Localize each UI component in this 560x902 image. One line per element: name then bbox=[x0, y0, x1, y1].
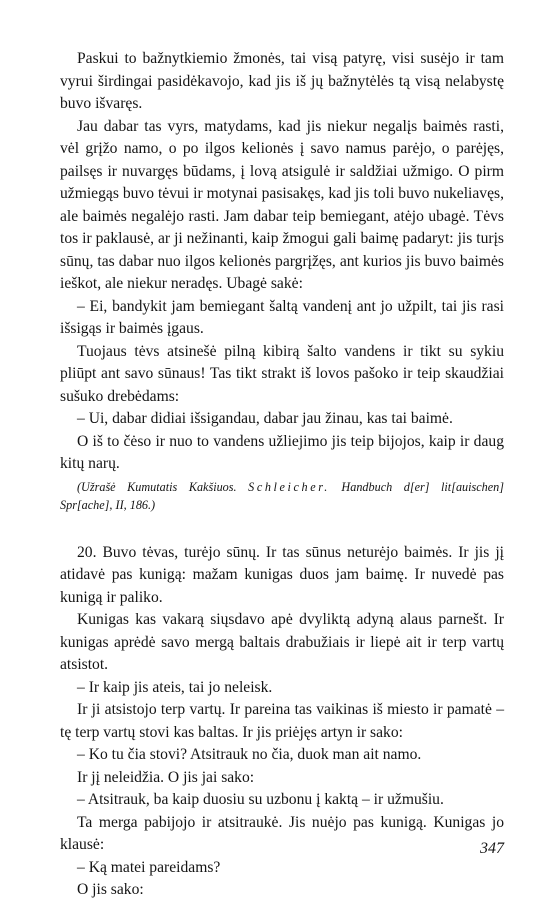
page-number: 347 bbox=[480, 840, 504, 857]
source-note-before: (Užrašė Kumutatis Kakšiuos. bbox=[77, 479, 237, 494]
paragraph: Tuojaus tėvs atsinešė pilną kibirą šalto vandens ir tikt su sykiu pliūpt ant savo sūnaus! Tas tikt strakt iš lovos pašoko ir teip skaudžiai sušuko drebėdams: bbox=[60, 342, 504, 405]
source-note bbox=[60, 478, 504, 515]
paragraph: 20. Buvo tėvas, turėjo sūnų. Ir tas sūnus neturėjo baimės. Ir jis jį atidavė pas kunigą: mažam kunigas duos jam baimę. Ir nuvedė pas kunigą ir paliko. bbox=[60, 543, 504, 606]
paragraph: O iš to čėso ir nuo to vandens užliejimo jis teip bijojos, kaip ir daug kitų narų. bbox=[60, 432, 504, 472]
paragraph: O jis sako: bbox=[77, 881, 144, 898]
paragraph: Paskui to bažnytkiemio žmonės, tai visą patyrę, visi susėjo ir tam vyrui širdingai pasidėkavojo, kad jis iš jų bažnytėlės tą visą nelabystę buvo išvaręs. bbox=[60, 50, 504, 112]
paragraph: Ta merga pabijojo ir atsitraukė. Jis nuėjo pas kunigą. Kunigas jo klausė: bbox=[60, 813, 504, 853]
source-note-after: Handbuch d[er] lit[auischen] Spr[ache], II, 186.) bbox=[60, 479, 505, 512]
paragraph: Kunigas kas vakarą siųsdavo apė dvyliktą adyną alaus parnešt. Ir kunigas aprėdė savo mergą baltais drabužiais ir liepė ait ir terp vartų atsistot. bbox=[60, 611, 504, 673]
paragraph: – Ir kaip jis ateis, tai jo neleisk. bbox=[77, 678, 273, 696]
paragraph: – Ką matei pareidams? bbox=[77, 858, 221, 876]
paragraph: Ir ji atsistojo terp vartų. Ir pareina tas vaikinas iš miesto ir pamatė – tę terp vartų stovi kas baltas. Ir jis priėjęs artyn ir sako: bbox=[60, 701, 504, 741]
section-gap bbox=[60, 515, 504, 542]
paragraph: – Atsitrauk, ba kaip duosiu su uzbonu į kaktą – ir užmušiu. bbox=[77, 791, 444, 808]
paragraph: Jau dabar tas vyrs, matydams, kad jis niekur negalįs baimės rasti, vėl grįžo namo, o po ilgos kelionės į savo namus parėjo, o parėjęs, pailsęs ir nuvargęs būdams, į lovą atsigulė ir saldžiai užmigo. O pirm užmiegąs buvo tėvui ir motynai pasisakęs, kad jis toli buvo nukeliavęs, ale baimės negalėjo rasti. Jam dabar teip bemiegant, atėjo ubagė. Tėvs tos ir paklausė, ar ji nežinanti, kaip žmogui gali baimę padaryt: jis turįs sūnų, tas dabar nuo ilgos kelionės pargrįžęs, ant kurios jis buvo baimės ieškot, ale niekur neradęs. Ubagė sakė: bbox=[60, 117, 504, 292]
paragraph: – Ko tu čia stovi? Atsitrauk no čia, duok man ait namo. bbox=[77, 746, 422, 763]
paragraph: – Ui, dabar didiai išsigandau, dabar jau žinau, kas tai baimė. bbox=[77, 410, 453, 427]
paragraph: – Ei, bandykit jam bemiegant šaltą vandenį ant jo užpilt, tai jis rasi išsigąs ir baimės įgaus. bbox=[60, 297, 504, 337]
source-note-author: Schleicher. bbox=[248, 479, 330, 494]
paragraph: Ir jį neleidžia. O jis jai sako: bbox=[77, 768, 255, 786]
